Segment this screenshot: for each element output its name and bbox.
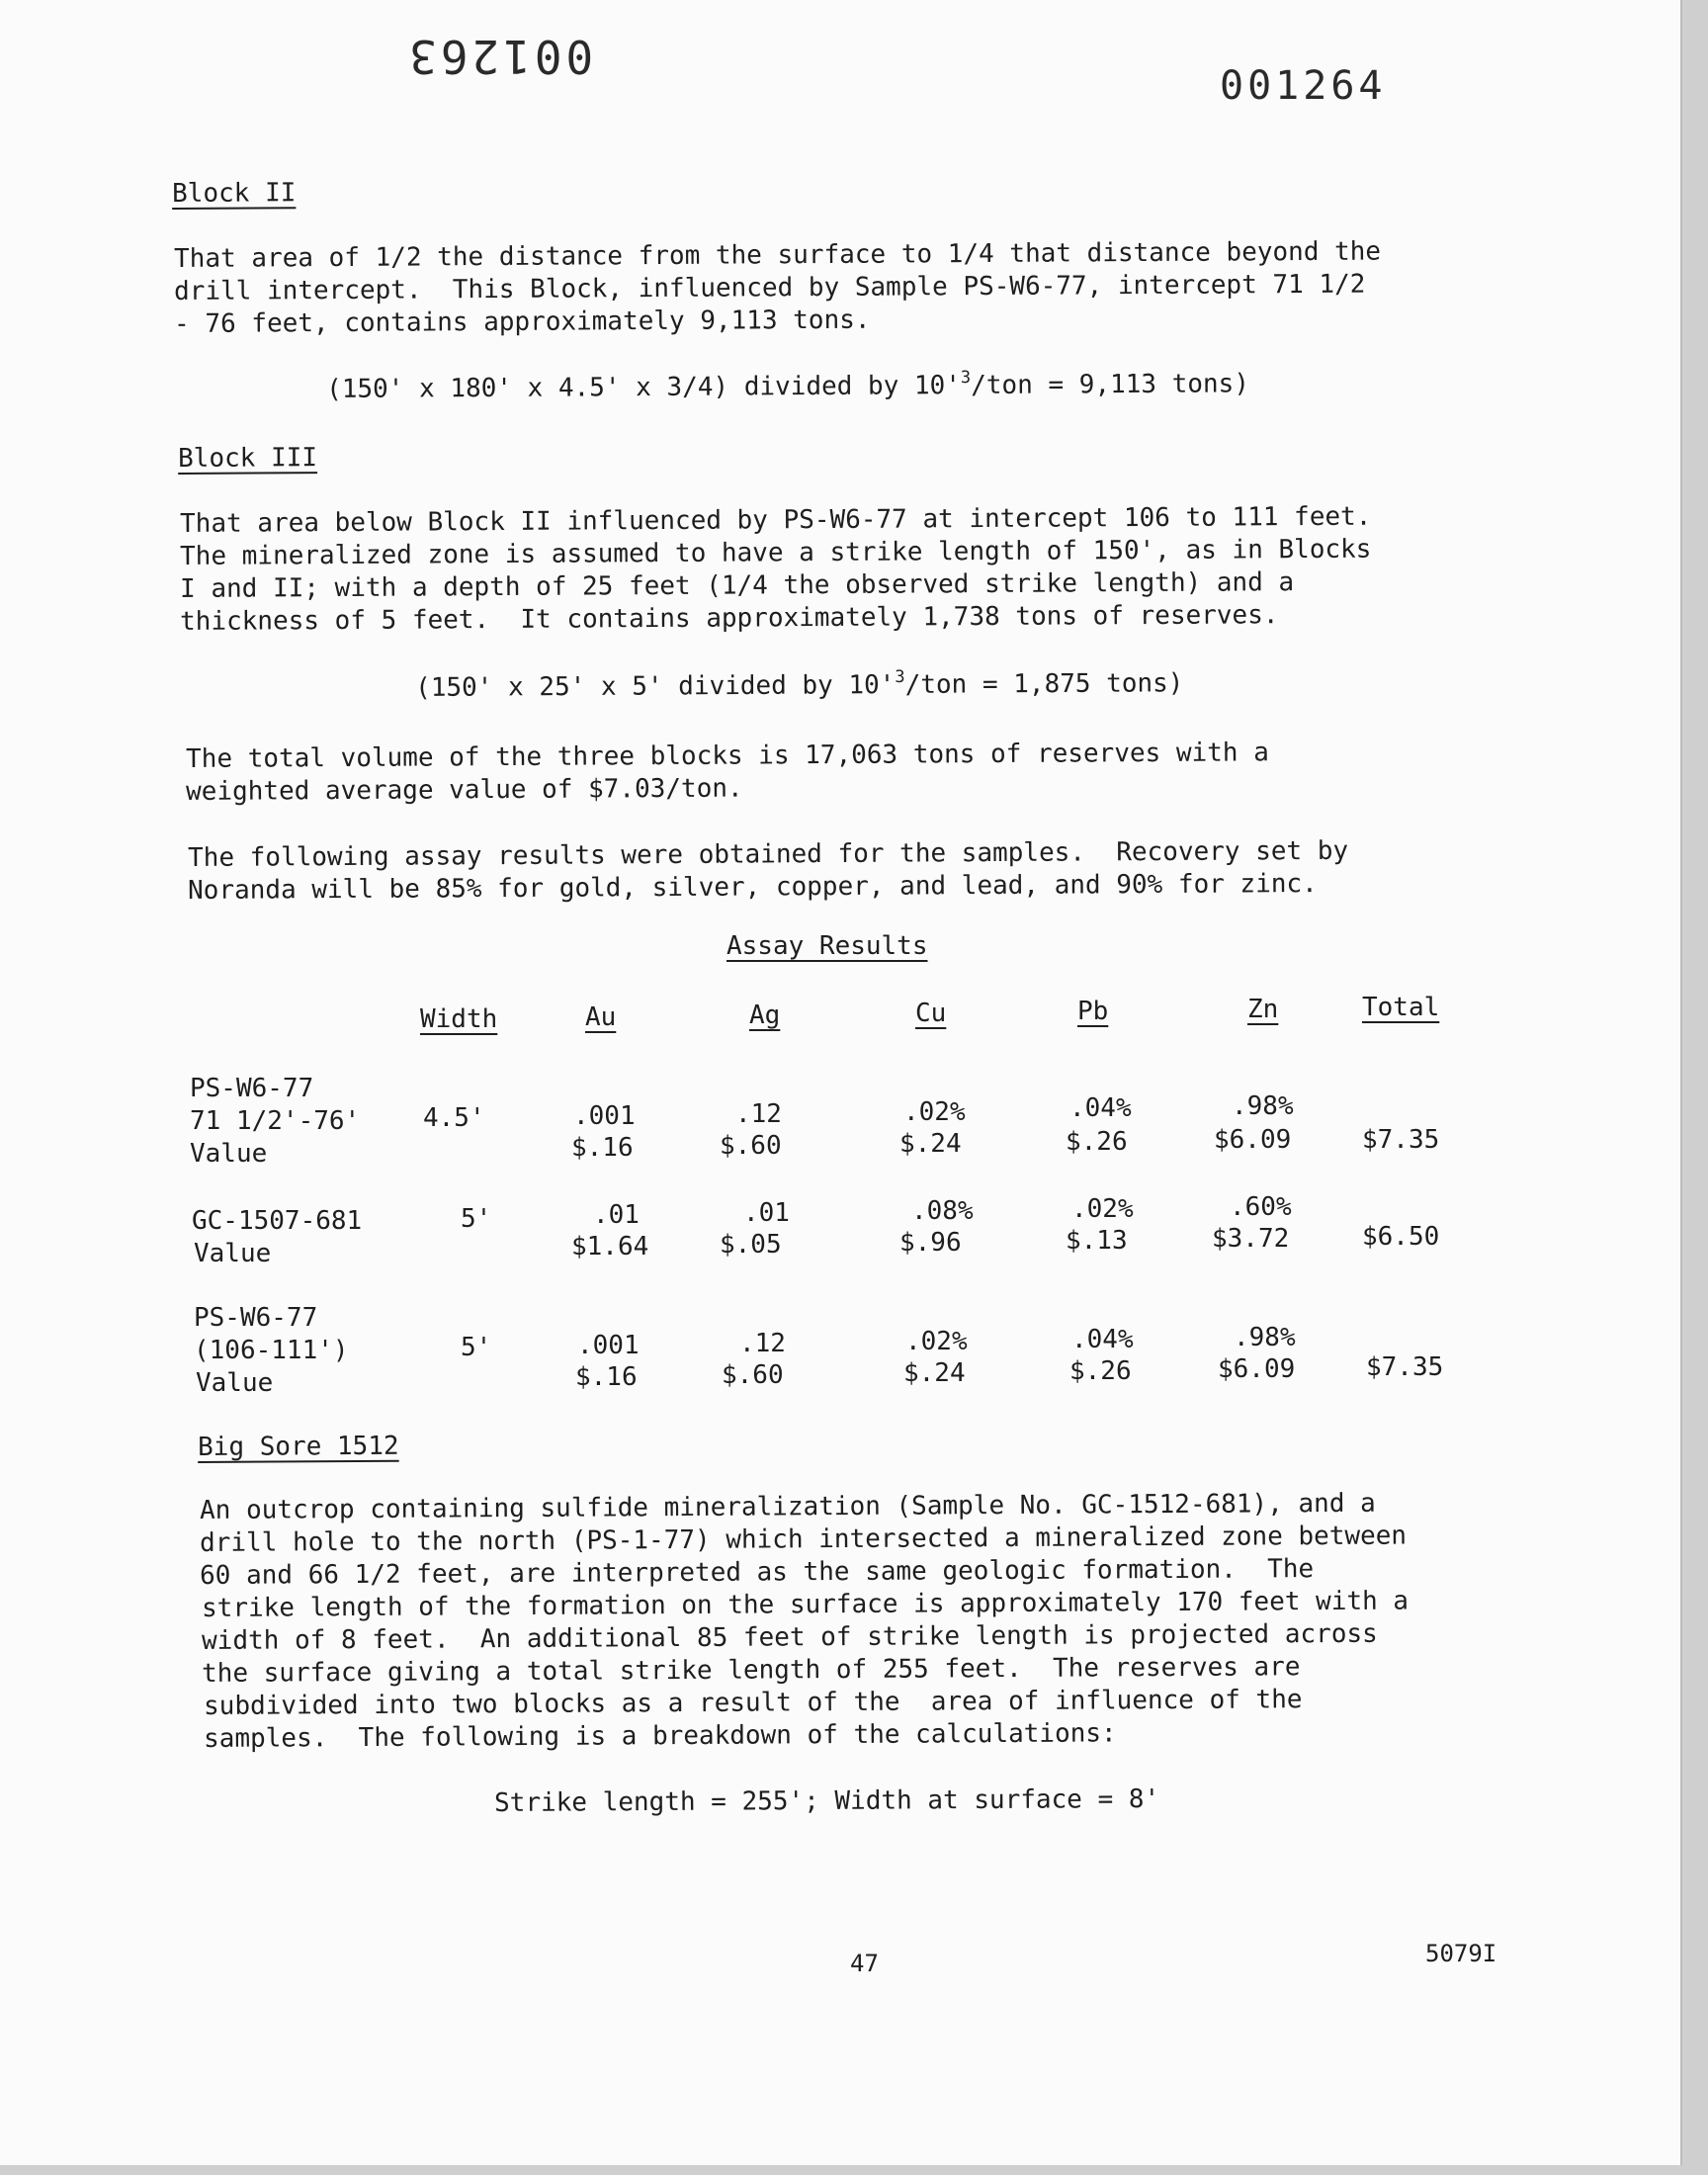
col-header-au: Au [585, 1002, 617, 1032]
row-1-total: $7.35 [1362, 1125, 1440, 1155]
row-1-label-1: PS-W6-77 [190, 1074, 314, 1103]
block-ii-line-1: That area of 1/2 the distance from the surface to 1/4 that distance beyond the [174, 236, 1382, 274]
row-2-label-2: Value [194, 1239, 272, 1268]
row-3-pb-value: $.26 [1069, 1356, 1132, 1386]
row-3-pb-assay: .04% [1071, 1325, 1134, 1354]
big-sore-line-5: width of 8 feet. An additional 85 feet of strike length is projected across [202, 1618, 1378, 1656]
block-ii-calculation: (150' x 180' x 4.5' x 3/4) divided by $10'^3$/ton = 9,113 tons) [326, 368, 1250, 404]
row-1-cu-assay: .02% [903, 1097, 966, 1127]
row-1-au-assay: .001 [573, 1101, 636, 1131]
assay-intro-line-2: Noranda will be 85% for gold, silver, copper, and lead, and 90% for zinc. [188, 869, 1318, 906]
row-1-zn-assay: .98% [1232, 1091, 1294, 1121]
row-2-pb-value: $.13 [1066, 1226, 1128, 1256]
block-iii-line-1: That area below Block II influenced by PS-W6-77 at intercept 106 to 111 feet. [180, 501, 1372, 539]
row-1-au-value: $.16 [571, 1133, 634, 1163]
row-1-ag-assay: .12 [735, 1099, 782, 1129]
block-iii-line-3: I and II; with a depth of 25 feet (1/4 the observed strike length) and a [180, 567, 1295, 604]
stamp-number-top: 001263 [405, 30, 594, 83]
row-2-au-value: $1.64 [571, 1232, 649, 1262]
assay-table-title: Assay Results [726, 931, 928, 961]
row-2-cu-assay: .08% [911, 1196, 974, 1226]
row-1-width: 4.5' [423, 1103, 485, 1133]
row-3-au-value: $.16 [575, 1362, 638, 1392]
col-header-cu: Cu [915, 999, 947, 1028]
row-3-label-3: Value [196, 1368, 274, 1398]
strike-length-line: Strike length = 255'; Width at surface = 8' [494, 1784, 1160, 1818]
col-header-total: Total [1362, 993, 1440, 1022]
row-3-cu-assay: .02% [905, 1327, 968, 1356]
col-header-width: Width [420, 1004, 498, 1034]
row-3-zn-assay: .98% [1234, 1323, 1296, 1352]
big-sore-line-1: An outcrop containing sulfide mineralization (Sample No. GC-1512-681), and a [200, 1488, 1376, 1525]
row-2-cu-value: $.96 [899, 1228, 962, 1258]
total-volume-line-1: The total volume of the three blocks is 17,063 tons of reserves with a [186, 738, 1269, 774]
assay-intro-line-1: The following assay results were obtained for the samples. Recovery set by [188, 835, 1349, 873]
row-2-zn-value: $3.72 [1212, 1224, 1290, 1254]
row-2-pb-assay: .02% [1071, 1194, 1134, 1224]
row-2-zn-assay: .60% [1230, 1192, 1292, 1222]
block-ii-heading: Block II [172, 178, 297, 209]
row-3-label-1: PS-W6-77 [194, 1303, 318, 1333]
col-header-ag: Ag [749, 1000, 781, 1030]
big-sore-line-4: strike length of the formation on the surface is approximately 170 feet with a [202, 1586, 1409, 1623]
row-1-label-2: 71 1/2'-76' [190, 1106, 361, 1136]
big-sore-line-7: subdivided into two blocks as a result of the area of influence of the [204, 1685, 1303, 1721]
block-iii-line-2: The mineralized zone is assumed to have a strike length of 150', as in Blocks [180, 534, 1372, 571]
big-sore-line-2: drill hole to the north (PS-1-77) which intersected a mineralized zone between [200, 1521, 1408, 1558]
page-number: 47 [850, 1950, 879, 1977]
row-3-total: $7.35 [1366, 1352, 1444, 1382]
row-2-total: $6.50 [1362, 1222, 1440, 1252]
row-3-zn-value: $6.09 [1218, 1354, 1296, 1384]
row-1-pb-value: $.26 [1066, 1127, 1128, 1157]
row-2-width: 5' [461, 1204, 492, 1234]
row-1-ag-value: $.60 [720, 1131, 782, 1161]
block-iii-line-4: thickness of 5 feet. It contains approximately 1,738 tons of reserves. [180, 600, 1279, 637]
row-1-pb-assay: .04% [1069, 1093, 1132, 1123]
big-sore-line-6: the surface giving a total strike length of 255 feet. The reserves are [202, 1652, 1301, 1689]
row-1-zn-value: $6.09 [1214, 1125, 1292, 1155]
row-3-ag-assay: .12 [739, 1329, 786, 1358]
col-header-zn: Zn [1247, 995, 1279, 1024]
big-sore-line-3: 60 and 66 1/2 feet, are interpreted as the same geologic formation. The [200, 1554, 1315, 1591]
row-3-width: 5' [461, 1333, 492, 1362]
block-ii-line-3: - 76 feet, contains approximately 9,113 tons. [174, 304, 871, 339]
row-2-au-assay: .01 [593, 1200, 640, 1230]
row-2-ag-value: $.05 [720, 1230, 782, 1260]
row-3-cu-value: $.24 [903, 1358, 966, 1388]
row-1-cu-value: $.24 [899, 1129, 962, 1159]
col-header-pb: Pb [1077, 997, 1109, 1026]
document-code: 5079I [1425, 1940, 1497, 1967]
row-3-label-2: (106-111') [194, 1336, 349, 1365]
stamp-number-right: 001264 [1220, 63, 1387, 109]
big-sore-heading: Big Sore 1512 [198, 1431, 399, 1462]
block-iii-calculation: (150' x 25' x 5' divided by $10'^3$/ton = 1,875 tons) [415, 666, 1184, 703]
big-sore-line-8: samples. The following is a breakdown of the calculations: [204, 1718, 1117, 1754]
total-volume-line-2: weighted average value of $7.03/ton. [186, 773, 743, 807]
row-3-ag-value: $.60 [722, 1360, 784, 1390]
row-2-label-1: GC-1507-681 [192, 1206, 363, 1236]
row-3-au-assay: .001 [577, 1331, 640, 1360]
block-ii-line-2: drill intercept. This Block, influenced by Sample PS-W6-77, intercept 71 1/2 [174, 269, 1366, 306]
row-1-label-3: Value [190, 1139, 268, 1169]
block-iii-heading: Block III [178, 443, 318, 474]
row-2-ag-assay: .01 [743, 1198, 790, 1228]
